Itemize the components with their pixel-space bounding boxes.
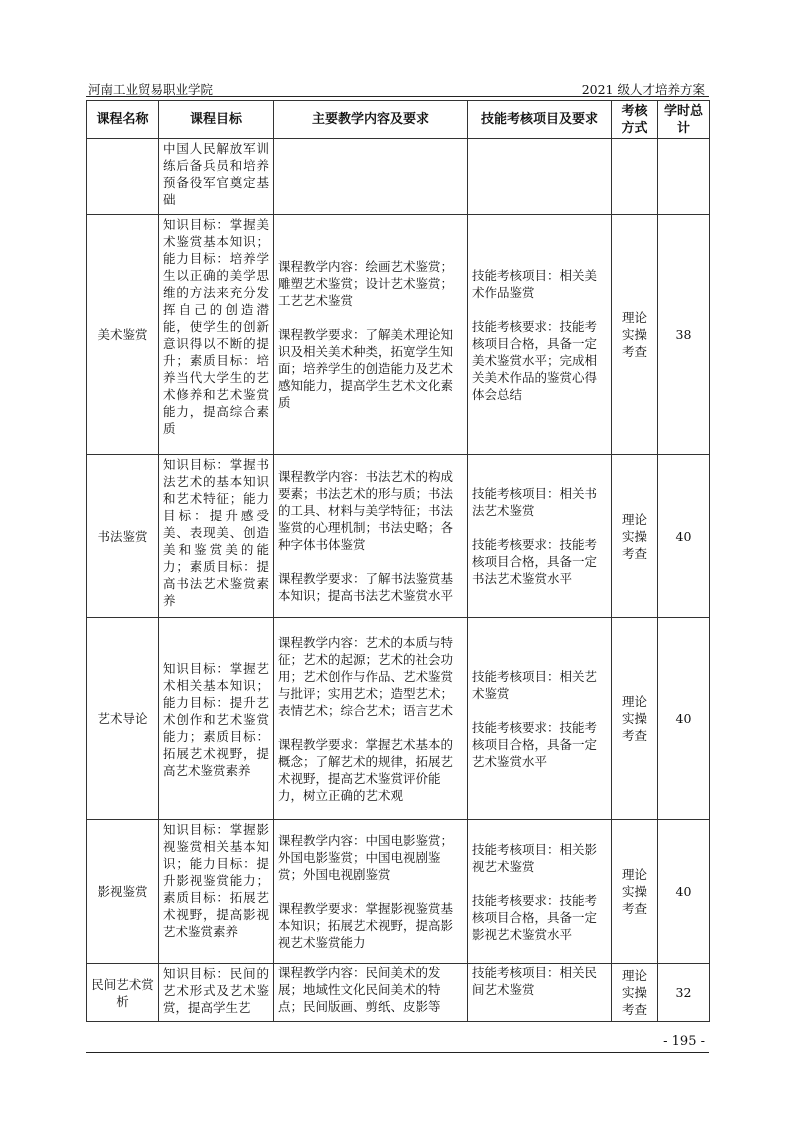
content-items: 课程教学内容：中国电影鉴赏；外国电影鉴赏；中国电视剧鉴赏；外国电视剧鉴赏 [278,833,454,882]
course-name: 美术鉴赏 [87,215,159,455]
skill-items: 技能考核项目：相关书法艺术鉴赏 [472,486,598,518]
table-header-row [87,101,710,139]
content-requirements: 课程教学要求：掌握影视鉴赏基本知识；拓展艺术视野，提高影视艺术鉴赏能力 [278,901,454,950]
course-method: 理论实操考查 [612,215,658,455]
col-header-course-goal: 课程目标 [159,101,274,139]
table-row [87,455,710,618]
skill-items: 技能考核项目：相关美术作品鉴赏 [472,267,598,300]
table-row [87,215,710,455]
course-name: 艺术导论 [87,618,159,820]
course-content [274,215,468,455]
course-method [612,139,658,215]
course-method: 理论实操考查 [612,455,658,618]
col-header-course-name: 课程名称 [87,101,159,139]
course-name: 影视鉴赏 [87,820,159,964]
content-requirements: 课程教学要求：了解美术理论知识及相关美术种类，拓宽学生知面；培养学生的创造能力及艺术感知能力，提高学生艺术文化素质 [278,327,454,410]
course-skill [468,139,612,215]
content-requirements: 课程教学要求：了解书法鉴赏基本知识；提高书法艺术鉴赏水平 [278,571,454,603]
skill-requirements: 技能考核要求：技能考核项目合格，具备一定美术鉴赏水平；完成相关美术作品的鉴赏心得体会总结 [472,318,598,402]
col-header-skill: 技能考核项目及要求 [468,101,612,139]
col-header-hours: 学时总计 [658,101,710,139]
course-name [87,139,159,215]
content-items: 课程教学内容：书法艺术的构成要素；书法艺术的形与质；书法的工具、材料与美学特征；书法鉴赏的心理机制；书法史略；各种字体书体鉴赏 [278,469,454,552]
course-content [274,455,468,618]
course-hours: 40 [658,618,710,820]
header-institution: 河南工业贸易职业学院 [88,82,214,97]
page-number: - 195 - [663,1034,705,1049]
course-name: 民间艺术赏析 [87,964,159,1022]
course-skill [468,455,612,618]
course-goal: 知识目标：掌握艺术相关基本知识；能力目标：提升艺术创作和艺术鉴赏能力；素质目标：拓展艺术视野，提高艺术鉴赏素养 [159,618,274,820]
course-skill [468,618,612,820]
course-hours [658,139,710,215]
course-goal: 知识目标：民间的艺术形式及艺术鉴赏，提高学生艺 [159,964,274,1022]
header-rule [86,96,709,97]
course-hours: 32 [658,964,710,1022]
table-row [87,618,710,820]
content-items: 课程教学内容：绘画艺术鉴赏；雕塑艺术鉴赏；设计艺术鉴赏；工艺艺术鉴赏 [278,259,454,308]
skill-requirements: 技能考核要求：技能考核项目合格，具备一定影视艺术鉴赏水平 [472,892,598,942]
skill-items: 技能考核项目：相关影视艺术鉴赏 [472,841,598,874]
course-content [274,618,468,820]
col-header-method: 考核方式 [612,101,658,139]
course-hours: 38 [658,215,710,455]
course-method: 理论实操考查 [612,618,658,820]
course-content: 课程教学内容：民间美术的发展；地域性文化民间美术的特点；民间版画、剪纸、皮影等 [274,964,468,1022]
table-row [87,139,710,215]
course-goal: 中国人民解放军训练后备兵员和培养预备役军官奠定基础 [159,139,274,215]
course-method: 理论实操考查 [612,964,658,1022]
course-goal: 知识目标：掌握美术鉴赏基本知识；能力目标：培养学生以正确的美学思维的方法来充分发挥自己的创造潜能，使学生的创新意识得以不断的提升；素质目标：培养当代大学生的艺术修养和艺术鉴赏能力，提高综合素质 [159,215,274,455]
course-skill [468,820,612,964]
course-hours: 40 [658,820,710,964]
course-table [86,100,710,1022]
course-name: 书法鉴赏 [87,455,159,618]
course-skill: 技能考核项目：相关民间艺术鉴赏 [468,964,612,1022]
col-header-content: 主要教学内容及要求 [274,101,468,139]
course-content [274,139,468,215]
course-content [274,820,468,964]
content-requirements: 课程教学要求：掌握艺术基本的概念；了解艺术的规律，拓展艺术视野，提高艺术鉴赏评价能力，树立正确的艺术观 [278,736,454,803]
footer-rule [86,1052,709,1053]
skill-items: 技能考核项目：相关艺术鉴赏 [472,668,598,701]
skill-requirements: 技能考核要求：技能考核项目合格，具备一定艺术鉴赏水平 [472,719,598,769]
course-method: 理论实操考查 [612,820,658,964]
course-skill [468,215,612,455]
header-plan-title: 2021 级人才培养方案 [581,82,705,97]
course-goal: 知识目标：掌握书法艺术的基本知识和艺术特征；能力目标：提升感受美、表现美、创造美和鉴赏美的能力；素质目标：提高书法艺术鉴赏素养 [159,455,274,618]
course-goal: 知识目标：掌握影视鉴赏相关基本知识；能力目标：提升影视鉴赏能力；素质目标：拓展艺术视野，提高影视艺术鉴赏素养 [159,820,274,964]
course-hours: 40 [658,455,710,618]
table-row [87,820,710,964]
content-items: 课程教学内容：艺术的本质与特征；艺术的起源；艺术的社会功用；艺术创作与作品、艺术鉴赏与批评；实用艺术；造型艺术；表情艺术；综合艺术；语言艺术 [278,634,454,718]
skill-requirements: 技能考核要求：技能考核项目合格，具备一定书法艺术鉴赏水平 [472,537,598,586]
table-row [87,964,710,1022]
